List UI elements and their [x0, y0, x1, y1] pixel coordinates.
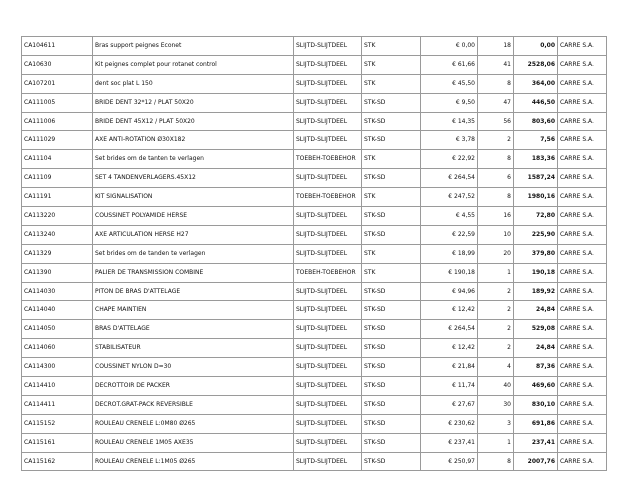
table-row: [22, 282, 607, 301]
item-code-cell: CA107201: [22, 74, 93, 93]
item-unit-cell: STK-SD: [362, 131, 421, 150]
table-row: [22, 74, 607, 93]
item-category-cell: SLIJTD-SLIJTDEEL: [294, 207, 362, 226]
table-row: [22, 55, 607, 74]
item-code-cell: CA114300: [22, 358, 93, 377]
item-unit-cell: STK-SD: [362, 301, 421, 320]
item-code-cell: CA111029: [22, 131, 93, 150]
item-price-cell: € 61,66: [421, 55, 478, 74]
table-row: [22, 358, 607, 377]
table-row: [22, 188, 607, 207]
item-seller-cell: CARRE S.A.: [558, 169, 607, 188]
table-row: [22, 150, 607, 169]
item-code-cell: CA11390: [22, 263, 93, 282]
item-unit-cell: STK: [362, 55, 421, 74]
item-unit-cell: STK-SD: [362, 112, 421, 131]
item-category-cell: SLIJTD-SLIJTDEEL: [294, 282, 362, 301]
item-description-cell: Set brides om de tanten te verlagen: [93, 150, 294, 169]
table-row: [22, 339, 607, 358]
item-price-cell: € 0,00: [421, 37, 478, 56]
item-quantity-cell: 16: [478, 207, 514, 226]
item-category-cell: TOEBEH-TOEBEHOR: [294, 188, 362, 207]
item-seller-cell: CARRE S.A.: [558, 74, 607, 93]
item-price-cell: € 264,54: [421, 320, 478, 339]
item-price-cell: € 45,50: [421, 74, 478, 93]
item-unit-cell: STK-SD: [362, 452, 421, 471]
item-price-cell: € 247,52: [421, 188, 478, 207]
item-price-cell: € 22,59: [421, 225, 478, 244]
item-unit-cell: STK-SD: [362, 169, 421, 188]
item-total-cell: 2007,76: [514, 452, 558, 471]
table-row: [22, 207, 607, 226]
item-seller-cell: CARRE S.A.: [558, 131, 607, 150]
item-seller-cell: CARRE S.A.: [558, 207, 607, 226]
item-category-cell: SLIJTD-SLIJTDEEL: [294, 320, 362, 339]
table-row: [22, 414, 607, 433]
item-code-cell: CA115162: [22, 452, 93, 471]
table-row: [22, 244, 607, 263]
table-row: [22, 131, 607, 150]
item-total-cell: 364,00: [514, 74, 558, 93]
item-unit-cell: STK: [362, 244, 421, 263]
item-quantity-cell: 20: [478, 244, 514, 263]
item-price-cell: € 230,62: [421, 414, 478, 433]
item-category-cell: TOEBEH-TOEBEHOR: [294, 263, 362, 282]
item-seller-cell: CARRE S.A.: [558, 150, 607, 169]
item-code-cell: CA111006: [22, 112, 93, 131]
parts-list-sheet: [21, 36, 594, 465]
table-row: [22, 377, 607, 396]
item-unit-cell: STK-SD: [362, 414, 421, 433]
item-category-cell: SLIJTD-SLIJTDEEL: [294, 74, 362, 93]
item-description-cell: PALIER DE TRANSMISSION COMBINE: [93, 263, 294, 282]
item-code-cell: CA114040: [22, 301, 93, 320]
item-unit-cell: STK-SD: [362, 377, 421, 396]
item-seller-cell: CARRE S.A.: [558, 358, 607, 377]
item-total-cell: 7,56: [514, 131, 558, 150]
item-description-cell: KIT SIGNALISATION: [93, 188, 294, 207]
item-seller-cell: CARRE S.A.: [558, 37, 607, 56]
item-code-cell: CA11104: [22, 150, 93, 169]
item-seller-cell: CARRE S.A.: [558, 93, 607, 112]
item-category-cell: SLIJTD-SLIJTDEEL: [294, 55, 362, 74]
item-total-cell: 183,36: [514, 150, 558, 169]
item-total-cell: 87,36: [514, 358, 558, 377]
item-description-cell: Set brides om de tanden te verlagen: [93, 244, 294, 263]
item-quantity-cell: 1: [478, 263, 514, 282]
item-quantity-cell: 2: [478, 131, 514, 150]
item-total-cell: 24,84: [514, 301, 558, 320]
item-category-cell: SLIJTD-SLIJTDEEL: [294, 93, 362, 112]
item-description-cell: DECROT.GRAT-PACK REVERSIBLE: [93, 395, 294, 414]
item-price-cell: € 237,41: [421, 433, 478, 452]
parts-table: [21, 36, 607, 471]
item-quantity-cell: 8: [478, 188, 514, 207]
item-quantity-cell: 2: [478, 339, 514, 358]
item-description-cell: ROULEAU CRENELE 1M05 AXE35: [93, 433, 294, 452]
item-code-cell: CA115152: [22, 414, 93, 433]
item-category-cell: SLIJTD-SLIJTDEEL: [294, 377, 362, 396]
item-code-cell: CA113240: [22, 225, 93, 244]
item-price-cell: € 264,54: [421, 169, 478, 188]
table-row: [22, 169, 607, 188]
item-seller-cell: CARRE S.A.: [558, 320, 607, 339]
item-code-cell: CA104611: [22, 37, 93, 56]
table-row: [22, 263, 607, 282]
item-description-cell: Kit peignes complet pour rotanet control: [93, 55, 294, 74]
item-code-cell: CA114030: [22, 282, 93, 301]
item-description-cell: ROULEAU CRENELE L:0M80 Ø265: [93, 414, 294, 433]
item-quantity-cell: 47: [478, 93, 514, 112]
item-code-cell: CA114060: [22, 339, 93, 358]
item-description-cell: SET 4 TANDENVERLAGERS.45X12: [93, 169, 294, 188]
item-seller-cell: CARRE S.A.: [558, 55, 607, 74]
item-unit-cell: STK: [362, 74, 421, 93]
item-code-cell: CA114410: [22, 377, 93, 396]
item-unit-cell: STK-SD: [362, 93, 421, 112]
item-seller-cell: CARRE S.A.: [558, 433, 607, 452]
item-code-cell: CA11191: [22, 188, 93, 207]
item-description-cell: CHAPE MAINTIEN: [93, 301, 294, 320]
item-seller-cell: CARRE S.A.: [558, 414, 607, 433]
table-row: [22, 395, 607, 414]
item-description-cell: BRIDE DENT 45X12 / PLAT 50X20: [93, 112, 294, 131]
item-price-cell: € 12,42: [421, 339, 478, 358]
item-total-cell: 225,90: [514, 225, 558, 244]
item-price-cell: € 21,84: [421, 358, 478, 377]
item-code-cell: CA115161: [22, 433, 93, 452]
item-seller-cell: CARRE S.A.: [558, 301, 607, 320]
item-quantity-cell: 2: [478, 320, 514, 339]
item-category-cell: SLIJTD-SLIJTDEEL: [294, 339, 362, 358]
item-description-cell: dent soc plat L 150: [93, 74, 294, 93]
item-category-cell: SLIJTD-SLIJTDEEL: [294, 131, 362, 150]
item-seller-cell: CARRE S.A.: [558, 339, 607, 358]
item-quantity-cell: 4: [478, 358, 514, 377]
item-seller-cell: CARRE S.A.: [558, 395, 607, 414]
item-category-cell: SLIJTD-SLIJTDEEL: [294, 244, 362, 263]
item-unit-cell: STK-SD: [362, 282, 421, 301]
item-quantity-cell: 8: [478, 74, 514, 93]
item-quantity-cell: 18: [478, 37, 514, 56]
item-quantity-cell: 40: [478, 377, 514, 396]
item-total-cell: 1980,16: [514, 188, 558, 207]
item-price-cell: € 12,42: [421, 301, 478, 320]
item-total-cell: 2528,06: [514, 55, 558, 74]
table-row: [22, 93, 607, 112]
item-quantity-cell: 6: [478, 169, 514, 188]
item-price-cell: € 4,55: [421, 207, 478, 226]
table-row: [22, 320, 607, 339]
item-description-cell: AXE ANTI-ROTATION Ø30X182: [93, 131, 294, 150]
item-quantity-cell: 8: [478, 452, 514, 471]
table-row: [22, 37, 607, 56]
item-description-cell: STABILISATEUR: [93, 339, 294, 358]
item-category-cell: SLIJTD-SLIJTDEEL: [294, 301, 362, 320]
item-price-cell: € 3,78: [421, 131, 478, 150]
item-total-cell: 529,08: [514, 320, 558, 339]
item-unit-cell: STK: [362, 188, 421, 207]
item-unit-cell: STK-SD: [362, 320, 421, 339]
item-category-cell: SLIJTD-SLIJTDEEL: [294, 37, 362, 56]
item-description-cell: COUSSINET POLYAMIDE HERSE: [93, 207, 294, 226]
item-category-cell: SLIJTD-SLIJTDEEL: [294, 433, 362, 452]
item-description-cell: DECROTTOIR DE PACKER: [93, 377, 294, 396]
item-description-cell: BRAS D'ATTELAGE: [93, 320, 294, 339]
item-price-cell: € 250,97: [421, 452, 478, 471]
item-total-cell: 379,80: [514, 244, 558, 263]
item-seller-cell: CARRE S.A.: [558, 452, 607, 471]
item-code-cell: CA11329: [22, 244, 93, 263]
item-description-cell: AXE ARTICULATION HERSE H27: [93, 225, 294, 244]
item-seller-cell: CARRE S.A.: [558, 188, 607, 207]
item-seller-cell: CARRE S.A.: [558, 225, 607, 244]
item-unit-cell: STK-SD: [362, 433, 421, 452]
parts-table-body: [22, 37, 607, 471]
item-price-cell: € 22,92: [421, 150, 478, 169]
item-seller-cell: CARRE S.A.: [558, 282, 607, 301]
item-seller-cell: CARRE S.A.: [558, 244, 607, 263]
item-category-cell: SLIJTD-SLIJTDEEL: [294, 395, 362, 414]
item-category-cell: SLIJTD-SLIJTDEEL: [294, 414, 362, 433]
item-description-cell: ROULEAU CRENELE L:1M05 Ø265: [93, 452, 294, 471]
table-row: [22, 301, 607, 320]
item-code-cell: CA11109: [22, 169, 93, 188]
item-code-cell: CA113220: [22, 207, 93, 226]
item-unit-cell: STK-SD: [362, 225, 421, 244]
item-category-cell: TOEBEH-TOEBEHOR: [294, 150, 362, 169]
item-code-cell: CA114411: [22, 395, 93, 414]
item-seller-cell: CARRE S.A.: [558, 377, 607, 396]
item-unit-cell: STK: [362, 150, 421, 169]
item-total-cell: 237,41: [514, 433, 558, 452]
item-total-cell: 24,84: [514, 339, 558, 358]
item-unit-cell: STK: [362, 263, 421, 282]
item-quantity-cell: 41: [478, 55, 514, 74]
table-row: [22, 112, 607, 131]
table-row: [22, 452, 607, 471]
item-category-cell: SLIJTD-SLIJTDEEL: [294, 169, 362, 188]
item-description-cell: BRIDE DENT 32*12 / PLAT 50X20: [93, 93, 294, 112]
item-category-cell: SLIJTD-SLIJTDEEL: [294, 112, 362, 131]
item-quantity-cell: 2: [478, 282, 514, 301]
item-price-cell: € 9,50: [421, 93, 478, 112]
item-unit-cell: STK-SD: [362, 339, 421, 358]
item-unit-cell: STK-SD: [362, 358, 421, 377]
item-category-cell: SLIJTD-SLIJTDEEL: [294, 358, 362, 377]
item-description-cell: Bras support peignes Econet: [93, 37, 294, 56]
item-price-cell: € 190,18: [421, 263, 478, 282]
item-quantity-cell: 8: [478, 150, 514, 169]
item-total-cell: 190,18: [514, 263, 558, 282]
item-code-cell: CA114050: [22, 320, 93, 339]
table-row: [22, 225, 607, 244]
item-price-cell: € 14,35: [421, 112, 478, 131]
item-price-cell: € 11,74: [421, 377, 478, 396]
item-unit-cell: STK-SD: [362, 207, 421, 226]
item-total-cell: 1587,24: [514, 169, 558, 188]
item-price-cell: € 18,99: [421, 244, 478, 263]
item-total-cell: 691,86: [514, 414, 558, 433]
item-quantity-cell: 10: [478, 225, 514, 244]
item-description-cell: COUSSINET NYLON D=30: [93, 358, 294, 377]
item-code-cell: CA10630: [22, 55, 93, 74]
item-total-cell: 469,60: [514, 377, 558, 396]
table-row: [22, 433, 607, 452]
item-total-cell: 446,50: [514, 93, 558, 112]
item-total-cell: 0,00: [514, 37, 558, 56]
item-quantity-cell: 3: [478, 414, 514, 433]
item-quantity-cell: 56: [478, 112, 514, 131]
item-price-cell: € 27,67: [421, 395, 478, 414]
item-seller-cell: CARRE S.A.: [558, 112, 607, 131]
item-code-cell: CA111005: [22, 93, 93, 112]
item-quantity-cell: 1: [478, 433, 514, 452]
item-category-cell: SLIJTD-SLIJTDEEL: [294, 225, 362, 244]
item-description-cell: PITON DE BRAS D'ATTELAGE: [93, 282, 294, 301]
item-price-cell: € 94,96: [421, 282, 478, 301]
item-total-cell: 189,92: [514, 282, 558, 301]
item-unit-cell: STK: [362, 37, 421, 56]
item-unit-cell: STK-SD: [362, 395, 421, 414]
item-quantity-cell: 2: [478, 301, 514, 320]
item-total-cell: 72,80: [514, 207, 558, 226]
item-category-cell: SLIJTD-SLIJTDEEL: [294, 452, 362, 471]
item-total-cell: 803,60: [514, 112, 558, 131]
item-seller-cell: CARRE S.A.: [558, 263, 607, 282]
item-total-cell: 830,10: [514, 395, 558, 414]
item-quantity-cell: 30: [478, 395, 514, 414]
